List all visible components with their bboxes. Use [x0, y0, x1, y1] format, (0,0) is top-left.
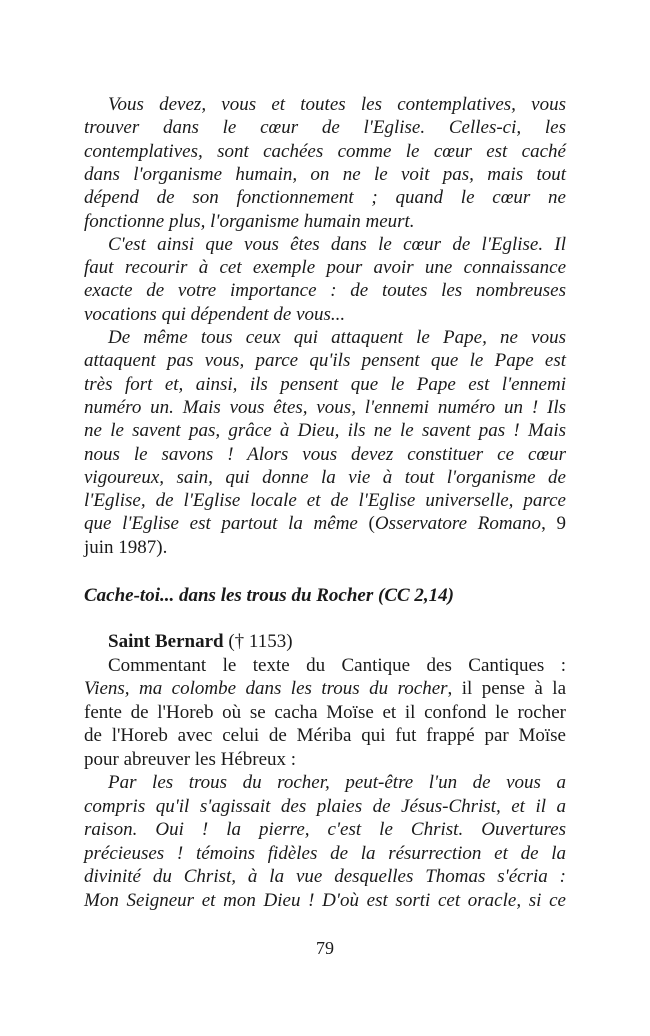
text-line: Mon Seigneur et mon Dieu ! D'où est sorti cet oracle, si ce	[84, 889, 566, 911]
text-line: nous le savons ! Alors vous devez constituer ce cœur	[84, 443, 566, 465]
text-line: raison. Oui ! la pierre, c'est le Christ. Ouvertures	[84, 819, 566, 840]
text-line: attaquent pas vous, parce qu'ils pensent que le Pape est	[84, 350, 566, 372]
text-line: Commentant le texte du Cantique des Cantiques :	[108, 654, 566, 676]
text-line: numéro un. Mais vous êtes, vous, l'ennemi numéro un ! Ils	[84, 396, 566, 418]
text-line	[84, 512, 566, 535]
text-line: précieuses ! témoins fidèles de la résurrection et de la	[84, 842, 566, 864]
text-line: Par les trous du rocher, peut-être l'un de vous a	[108, 772, 566, 793]
text-line: C'est ainsi que vous êtes dans le cœur de l'Eglise. Il	[108, 233, 566, 255]
source-date: , 9	[541, 513, 566, 535]
text-line: vocations qui dépendent de vous...	[84, 303, 346, 325]
source-title: Osservatore Romano	[374, 513, 542, 535]
text-line: vigoureux, sain, qui donne la vie à tout l'organisme de	[84, 466, 566, 488]
text-line: Vous devez, vous et toutes les contemplatives, vous	[108, 94, 566, 115]
quote-text: que l'Eglise est partout la même	[84, 513, 358, 535]
author-dates: († 1153)	[223, 631, 293, 652]
text-line: contemplatives, sont cachées comme le cœur est caché	[84, 140, 566, 162]
text-line: exacte de votre importance : de toutes les nombreuses	[84, 280, 566, 302]
author-line	[84, 630, 566, 653]
text-span: , il pense à la	[447, 678, 566, 699]
text-line: De même tous ceux qui attaquent le Pape, ne vous	[108, 327, 566, 348]
author-name: Saint Bernard	[108, 631, 224, 652]
text-line: fente de l'Horeb où se cacha Moïse et il confond le rocher	[84, 701, 566, 723]
paren: (	[357, 513, 375, 535]
text-line: pour abreuver les Hébreux :	[84, 748, 297, 770]
text-line: l'Eglise, de l'Eglise locale et de l'Eglise universelle, parce	[84, 490, 566, 512]
text-line: très fort et, ainsi, ils pensent que le Pape est l'ennemi	[84, 373, 566, 395]
text-line: ne le savent pas, grâce à Dieu, ils ne le savent pas ! Mais	[84, 420, 566, 442]
text-line: fonctionne plus, l'organisme humain meurt.	[84, 210, 415, 232]
text-line: divinité du Christ, à la vue desquelles Thomas s'écria :	[84, 866, 566, 887]
text-line: compris qu'il s'agissait des plaies de Jésus-Christ, et il a	[84, 795, 566, 817]
text-line: dans l'organisme humain, on ne le voit pas, mais tout	[84, 163, 566, 185]
text-line	[84, 677, 566, 700]
text-line: faut recourir à cet exemple pour avoir une connaissance	[84, 257, 566, 279]
text-line: de l'Horeb avec celui de Mériba qui fut frappé par Moïse	[84, 725, 566, 746]
scripture-quote: Viens, ma colombe dans les trous du rocher	[84, 678, 448, 699]
page-number: 79	[316, 938, 334, 958]
text-line: juin 1987).	[84, 536, 168, 558]
section-heading: Cache-toi... dans les trous du Rocher (CC 2,14)	[84, 585, 455, 606]
text-line: dépend de son fonctionnement ; quand le cœur ne	[84, 187, 566, 209]
text-line: trouver dans le cœur de l'Eglise. Celles-ci, les	[84, 117, 566, 139]
